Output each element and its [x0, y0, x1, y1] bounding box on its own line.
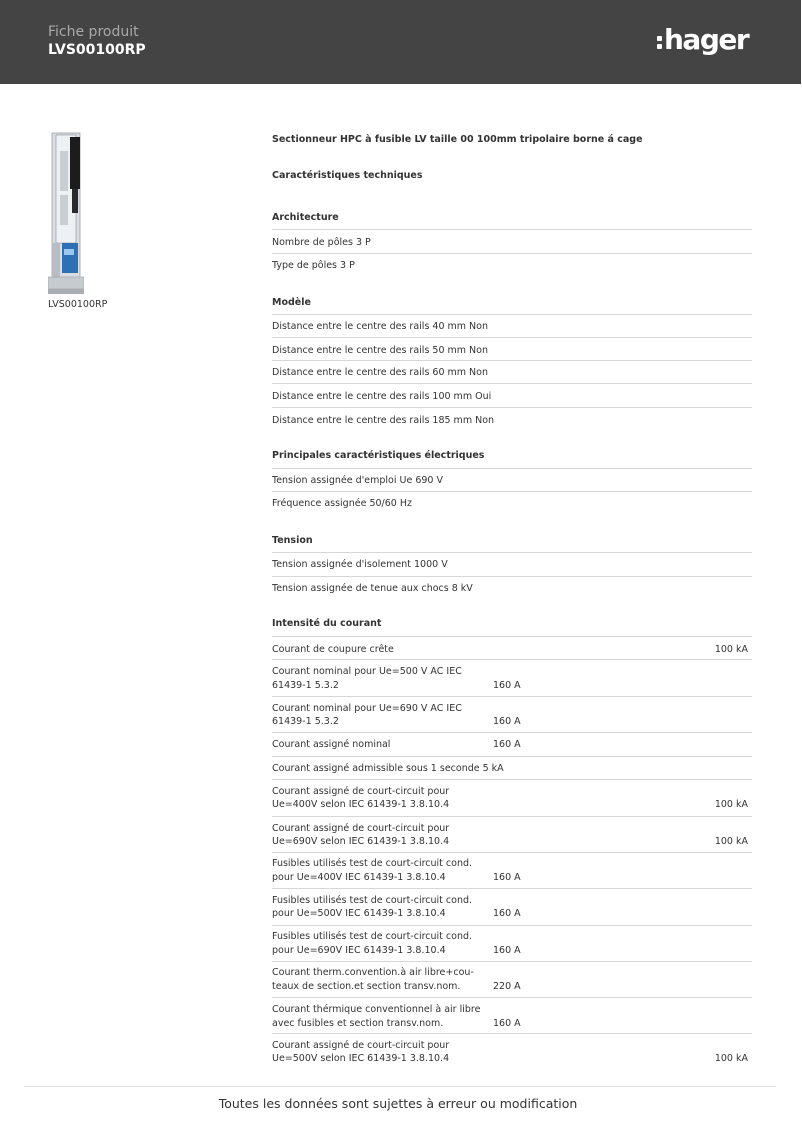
spec-row [272, 696, 752, 732]
spec-text: Distance entre le centre des rails 60 mm Non [272, 367, 488, 378]
spec-row [272, 852, 752, 888]
spec-label-line2: Ue=500V selon IEC 61439-1 3.8.10.4 [272, 1053, 450, 1064]
spec-row [272, 468, 752, 492]
spec-label-line2: pour Ue=400V IEC 61439-1 3.8.10.4 [272, 872, 446, 883]
spec-row [272, 253, 752, 277]
spec-row [272, 925, 752, 961]
header-title: LVS00100RP [48, 42, 146, 58]
spec-label-line1: Fusibles utilisés test de court-circuit cond. [272, 931, 473, 942]
spec-label-line1: Fusibles utilisés test de court-circuit cond. [272, 895, 473, 906]
logo-dots-icon [657, 36, 662, 49]
spec-row [272, 229, 752, 253]
spec-label: Courant assigné nominal [272, 739, 391, 750]
tech-characteristics-title: Caractéristiques techniques [272, 170, 423, 181]
spec-label: Courant de coupure crête [272, 644, 394, 655]
spec-row [272, 779, 752, 816]
spec-label-line1: Courant assigné de court-circuit pour [272, 1040, 450, 1051]
spec-label-line1: Courant therm.convention.à air libre+cou- [272, 967, 474, 978]
spec-row [272, 383, 752, 407]
footer-disclaimer: Toutes les données sont sujettes à erreur ou modification [218, 1096, 578, 1111]
spec-value: 100 kA [714, 1053, 748, 1064]
spec-text: Distance entre le centre des rails 185 mm Non [272, 415, 495, 426]
spec-label-line2: pour Ue=690V IEC 61439-1 3.8.10.4 [272, 945, 446, 956]
spec-value: 160 A [493, 945, 521, 956]
spec-row [272, 961, 752, 998]
product-image [48, 131, 84, 295]
spec-label-line2: avec fusibles et section transv.nom. [272, 1018, 444, 1029]
spec-row [272, 732, 752, 756]
spec-value: 160 A [493, 739, 521, 750]
spec-label-line1: Courant nominal pour Ue=500 V AC IEC [272, 666, 462, 677]
logo-text: hager [664, 23, 749, 56]
section-title-electrique: Principales caractéristiques électriques [272, 450, 485, 461]
section-title-modele: Modèle [272, 297, 311, 308]
spec-label-line2: pour Ue=500V IEC 61439-1 3.8.10.4 [272, 908, 446, 919]
spec-value: 160 A [493, 872, 521, 883]
spec-text: Tension assignée de tenue aux chocs 8 kV [272, 583, 473, 594]
spec-row [272, 407, 752, 431]
spec-row [272, 576, 752, 600]
spec-label-line1: Fusibles utilisés test de court-circuit cond. [272, 858, 473, 869]
spec-row [272, 491, 752, 515]
spec-row [272, 816, 752, 852]
spec-value: 220 A [493, 981, 521, 992]
footer-divider [24, 1086, 776, 1087]
product-description: Sectionneur HPC à fusible LV taille 00 100mm tripolaire borne á cage [272, 134, 643, 145]
spec-row [272, 888, 752, 925]
spec-text: Tension assignée d'emploi Ue 690 V [272, 475, 443, 486]
section-title-tension: Tension [272, 535, 313, 546]
spec-label-line2: teaux de section.et section transv.nom. [272, 981, 461, 992]
spec-value: 100 kA [714, 836, 748, 847]
spec-text: Nombre de pôles 3 P [272, 237, 371, 248]
hager-logo [657, 23, 748, 57]
spec-row [272, 636, 752, 660]
spec-row [272, 360, 752, 384]
spec-text: Tension assignée d'isolement 1000 V [272, 559, 448, 570]
spec-text: Distance entre le centre des rails 100 mm Oui [272, 391, 492, 402]
spec-value: 100 kA [714, 799, 748, 810]
spec-value: 160 A [493, 908, 521, 919]
spec-label-line2: Ue=690V selon IEC 61439-1 3.8.10.4 [272, 836, 450, 847]
page-header [0, 0, 801, 84]
spec-label: Courant assigné admissible sous 1 seconde 5 kA [272, 763, 504, 774]
spec-label-line1: Courant nominal pour Ue=690 V AC IEC [272, 703, 462, 714]
spec-text: Type de pôles 3 P [272, 260, 355, 271]
spec-text: Distance entre le centre des rails 40 mm Non [272, 321, 488, 332]
header-subtitle: Fiche produit [48, 24, 139, 40]
spec-row [272, 552, 752, 576]
section-title-courant: Intensité du courant [272, 618, 382, 629]
spec-label-line2: 61439-1 5.3.2 [272, 680, 339, 691]
spec-row [272, 997, 752, 1034]
spec-label-line1: Courant assigné de court-circuit pour [272, 823, 450, 834]
spec-value: 100 kA [714, 644, 748, 655]
spec-row [272, 659, 752, 696]
spec-row [272, 1033, 752, 1070]
spec-text: Distance entre le centre des rails 50 mm Non [272, 345, 488, 356]
spec-row [272, 314, 752, 338]
spec-value: 160 A [493, 680, 521, 691]
spec-value: 160 A [493, 716, 521, 727]
section-title-architecture: Architecture [272, 212, 339, 223]
spec-label-line2: Ue=400V selon IEC 61439-1 3.8.10.4 [272, 799, 450, 810]
spec-label-line2: 61439-1 5.3.2 [272, 716, 339, 727]
spec-text: Fréquence assignée 50/60 Hz [272, 498, 412, 509]
spec-value: 160 A [493, 1018, 521, 1029]
spec-label-line1: Courant thérmique conventionnel à air libre [272, 1004, 481, 1015]
spec-row [272, 756, 752, 780]
spec-label-line1: Courant assigné de court-circuit pour [272, 786, 450, 797]
product-caption: LVS00100RP [48, 299, 108, 310]
spec-row [272, 337, 752, 361]
